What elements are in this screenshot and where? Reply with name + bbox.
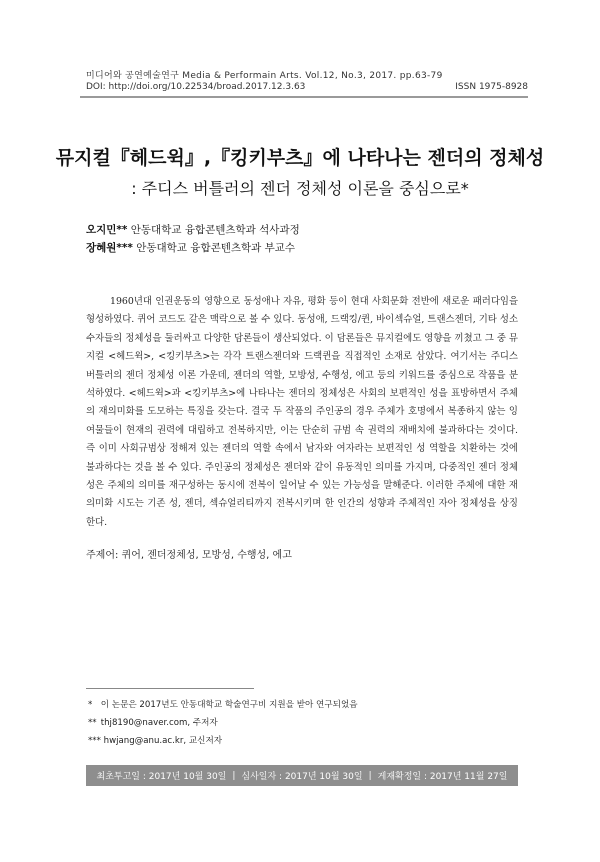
author-2 [86, 240, 295, 255]
footnote-1 [88, 698, 358, 710]
submission-dates-bar [86, 765, 518, 786]
paper-subtitle: : 주디스 버틀러의 젠더 정체성 이론을 중심으로* [131, 179, 469, 198]
footnote-text: thj8190@naver.com, 주저자 [100, 718, 218, 728]
date-separator: | [368, 770, 372, 781]
author-affiliation: 안동대학교 융합콘텐츠학과 석사과정 [130, 224, 300, 236]
date-separator: | [232, 770, 236, 781]
accepted-date: 게재확정일 : 2017년 11월 27일 [377, 772, 508, 782]
footnote-2 [88, 716, 218, 728]
footnote-rule [86, 688, 254, 689]
author-1 [86, 222, 300, 237]
doi-row [86, 82, 528, 92]
keywords: 주제어: 퀴어, 젠더정체성, 모방성, 수행성, 에고 [86, 550, 292, 561]
header-rule [80, 96, 528, 98]
footnote-mark: ** [88, 718, 97, 728]
footnote-3 [88, 734, 222, 746]
author-name: 장혜원*** [86, 242, 133, 254]
footnote-text: 이 논문은 2017년도 안동대학교 학술연구비 지원을 받아 연구되었음 [100, 700, 358, 710]
author-name: 오지민** [86, 224, 128, 236]
paper-title: 뮤지컬『헤드윅』,『킹키부츠』에 나타나는 젠더의 정체성 [55, 147, 545, 169]
footnote-mark: * [88, 700, 93, 710]
abstract: 1960년대 인권운동의 영향으로 동성애나 자유, 평화 등이 현대 사회문화 전반에 새로운 패러다임을 형성하였다. 퀴어 코드도 같은 맥락으로 볼 수 있다. 동성애, 드랙킹/퀸, 바이섹슈얼, 트랜스젠더, 기타 성소수자들의 정체성을 둘러싸고 다양한 담론들이 생산되었다. 이 담론들은 뮤지컬에도 영향을 끼쳤고 그 중 뮤지컬 <헤드윅>, <킹키부츠>는 각각 트랜스젠더와 드랙퀸을 직접적인 소재로 삼았다. 여기서는 주디스 버틀러의 젠더 정체성 이론 가운데, 젠더의 역할, 모방성, 수행성, 에고 등의 키워드를 중심으로 작품을 분석하였다. <헤드윅>과 <킹키부츠>에 나타나는 젠더의 정체성은 사회의 보편적인 성을 표방하면서 주체의 재의미화를 도모하는 특징을 갖는다. 결국 두 작품의 주인공의 경우 주체가 호명에서 복종하지 않는 잉여물들이 현재의 권력에 대립하고 전복하지만, 이는 단순히 규범 속 권력의 재배치에 불과하다는 것이다. 즉 이미 사회규범상 정해져 있는 젠더의 역할 속에서 남자와 여자라는 보편적인 성 역할을 치환하는 것에 불과하다는 것을 볼 수 있다. 주인공의 정체성은 젠더와 같이 유동적인 의미를 가지며, 다중적인 젠더 정체성은 주체의 의미를 재구성하는 동시에 전복이 일어날 수 있는 가능성을 말해준다. 이러한 주체에 대한 재의미화 시도는 기존 성, 젠더, 섹슈얼리티까지 전복시키며 한 인간의 성향과 주체적인 자아 정체성을 상징한다. [86, 296, 518, 528]
doi-link[interactable]: DOI: http://doi.org/10.22534/broad.2017.12.3.63 [86, 82, 306, 92]
review-date: 심사일자 : 2017년 10월 30일 [241, 772, 363, 782]
author-affiliation: 안동대학교 융합콘텐츠학과 부교수 [136, 242, 296, 254]
issn: ISSN 1975-8928 [455, 82, 528, 92]
received-date: 최초투고일 : 2017년 10월 30일 [96, 772, 227, 782]
footnote-text: hwjang@anu.ac.kr, 교신저자 [103, 736, 223, 746]
footnote-mark: *** [88, 736, 101, 746]
journal-citation: 미디어와 공연예술연구 Media & Performain Arts. Vol.12, No.3, 2017. pp.63-79 [86, 71, 443, 81]
